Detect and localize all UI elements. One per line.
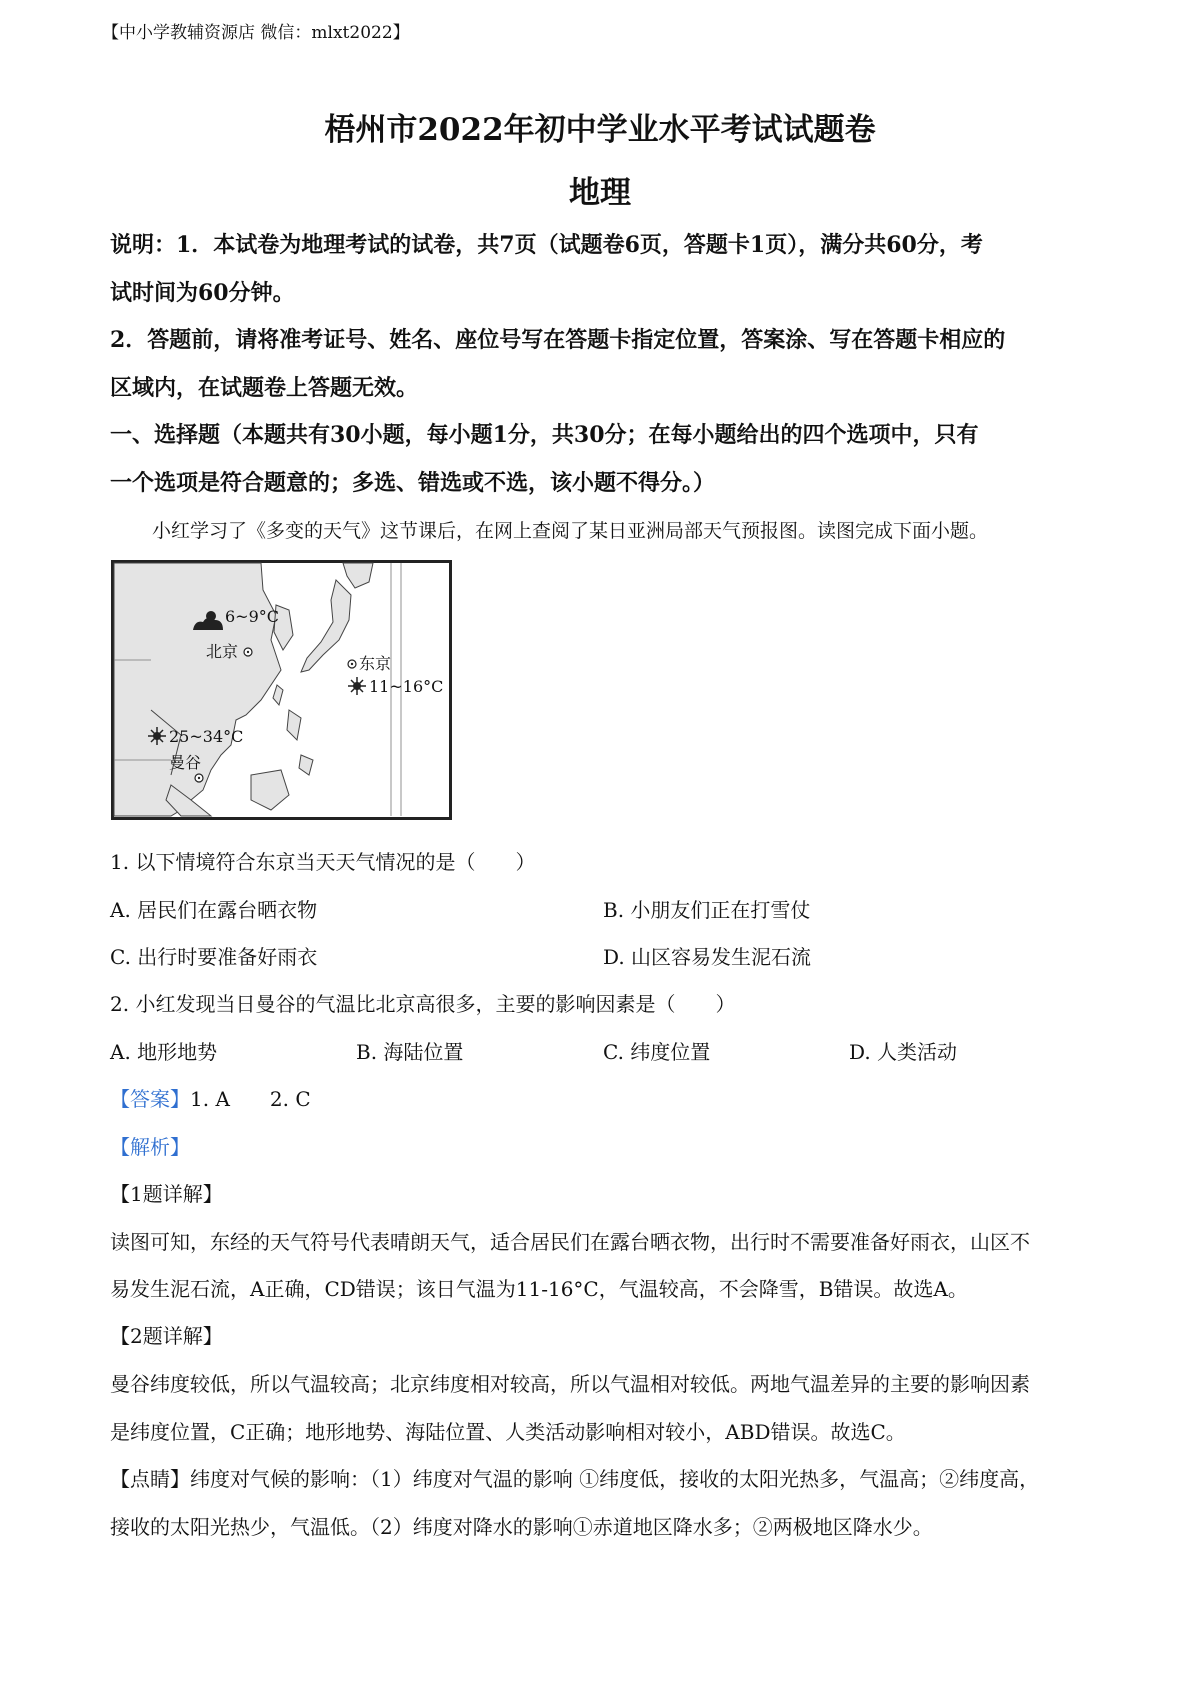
question-1-stem: 1. 以下情境符合东京当天天气情况的是（ ）	[110, 850, 536, 874]
detail-1-line-2: 易发生泥石流，A正确，CD错误；该日气温为11-16°C，气温较高，不会降雪，B错误。故选A。	[110, 1277, 968, 1301]
detail-2-line-2: 是纬度位置，C正确；地形地势、海陆位置、人类活动影响相对较小，ABD错误。故选C。	[110, 1420, 906, 1444]
answer-line	[110, 1083, 311, 1112]
question-2-option-a: A. 地形地势	[110, 1040, 218, 1064]
instruction-line-1: 说明：1．本试卷为地理考试的试卷，共7页（试题卷6页，答题卡1页），满分共60分，考	[110, 232, 983, 258]
detail-2-label: 【2题详解】	[110, 1324, 223, 1348]
section-heading-line-1: 一、选择题（本题共有30小题，每小题1分，共30分；在每小题给出的四个选项中，只有	[110, 422, 979, 448]
answer-label: 【答案】	[110, 1087, 190, 1111]
bangkok-temp-label: 25~34°C	[169, 727, 244, 746]
instruction-line-2: 试时间为60分钟。	[110, 280, 295, 306]
weather-map	[111, 560, 452, 820]
tip-label: 【点睛】	[110, 1467, 190, 1491]
instruction-line-4: 区域内，在试题卷上答题无效。	[110, 375, 419, 401]
question-2-option-c: C. 纬度位置	[603, 1040, 711, 1064]
detail-1-line-1: 读图可知，东经的天气符号代表晴朗天气，适合居民们在露台晒衣物，出行时不需要准备好雨衣，山区不	[110, 1230, 1030, 1254]
question-1-option-a: A. 居民们在露台晒衣物	[110, 898, 318, 922]
tip-text-1: 纬度对气候的影响：（1）纬度对气温的影响 ①纬度低，接收的太阳光热多，气温高；②纬度高，	[190, 1467, 1040, 1491]
answer-text: 1. A 2. C	[190, 1087, 311, 1111]
section-heading-line-2: 一个选项是符合题意的；多选、错选或不选，该小题不得分。）	[110, 470, 716, 496]
beijing-label: 北京	[206, 642, 239, 661]
instruction-line-3: 2．答题前，请将准考证号、姓名、座位号写在答题卡指定位置，答案涂、写在答题卡相应的	[110, 327, 1006, 353]
beijing-temp-label: 6~9°C	[225, 607, 280, 626]
map-graphic	[111, 560, 452, 820]
intro-text: 小红学习了《多变的天气》这节课后，在网上查阅了某日亚洲局部天气预报图。读图完成下面小题。	[152, 520, 989, 542]
analysis-label: 【解析】	[110, 1135, 190, 1159]
tip-line-1	[110, 1463, 1039, 1492]
bangkok-label: 曼谷	[169, 753, 202, 772]
tokyo-temp-label: 11~16°C	[369, 677, 444, 696]
detail-1-label: 【1题详解】	[110, 1182, 223, 1206]
question-1-option-c: C. 出行时要准备好雨衣	[110, 945, 318, 969]
question-2-option-b: B. 海陆位置	[356, 1040, 464, 1064]
question-2-option-d: D. 人类活动	[849, 1040, 958, 1064]
question-1-option-b: B. 小朋友们正在打雪仗	[603, 898, 811, 922]
header-note: 【中小学教辅资源店 微信：mlxt2022】	[102, 23, 410, 43]
question-1-option-d: D. 山区容易发生泥石流	[603, 945, 812, 969]
question-2-stem: 2. 小红发现当日曼谷的气温比北京高很多，主要的影响因素是（ ）	[110, 992, 736, 1016]
page-title: 梧州市2022年初中学业水平考试试题卷	[324, 112, 876, 148]
detail-2-line-1: 曼谷纬度较低，所以气温较高；北京纬度相对较高，所以气温相对较低。两地气温差异的主要的影响因素	[110, 1372, 1030, 1396]
tokyo-label: 东京	[359, 654, 392, 673]
subject-title: 地理	[569, 175, 631, 211]
tip-line-2: 接收的太阳光热少，气温低。（2）纬度对降水的影响①赤道地区降水多；②两极地区降水少。	[110, 1515, 933, 1539]
